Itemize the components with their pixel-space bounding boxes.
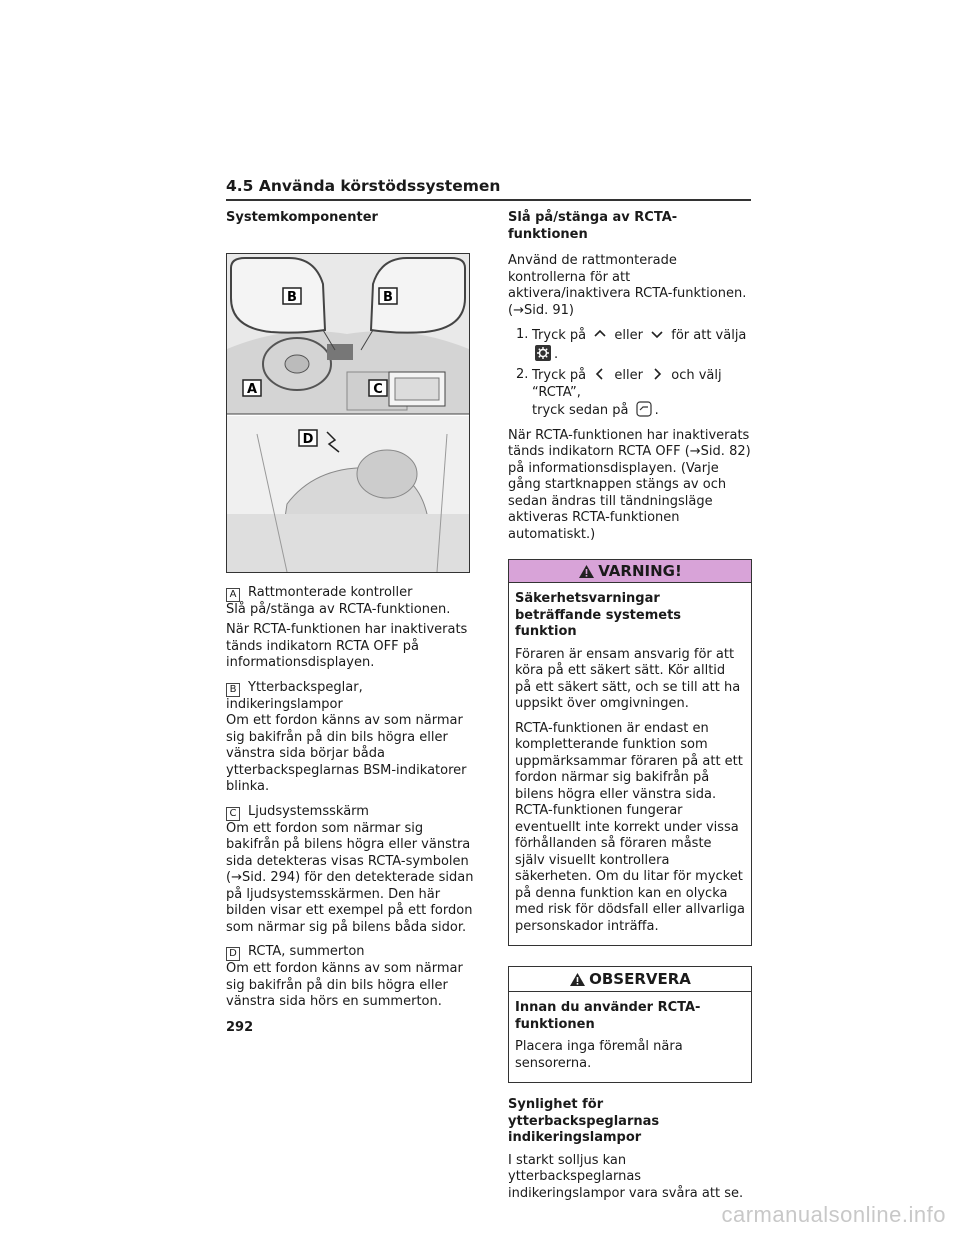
rcta-intro: Använd de rattmonterade kontrollerna för att aktivera/inaktivera RCTA-funktionen. (→Sid. 91) [508,253,747,318]
figure-label-c [369,380,387,397]
tag-c: C [226,807,240,821]
step-1-text-c: för att välja [671,328,747,343]
page-number: 292 [226,1020,254,1035]
notice-p1: Placera inga föremål nära sensorerna. [515,1039,683,1071]
step-2-num: 2. [516,367,529,382]
item-a-line: Slå på/stänga av RCTA-funktionen. [226,601,451,617]
notice-label: OBSERVERA [589,969,691,988]
figure-label-b-right [379,288,397,305]
svg-text:B: B [287,289,297,305]
step-1-num: 1. [516,327,529,342]
section-header-title: 4.5 Använda körstödssystemen [226,177,501,195]
figure-label-a [243,380,261,397]
left-column [226,210,476,1019]
svg-text:C: C [373,381,383,397]
step-2-text-c: och välj “RCTA”, [532,368,722,400]
settings-gear-icon [535,345,551,361]
warning-triangle-icon [578,564,595,579]
figure-label-d [299,430,317,447]
component-item-a [226,585,476,672]
visibility-heading: Synlighet för ytterbackspeglarnas indikeringslampor [508,1097,660,1145]
step-1-text-b: eller [614,328,643,343]
left-chevron-icon [593,367,607,381]
step-1-text-a: Tryck på [532,328,587,343]
right-chevron-icon [650,367,664,381]
figure-illustration [227,254,469,572]
visibility-text: I starkt solljus kan ytterbackspeglarnas indikeringslampor vara svåra att se. [508,1152,744,1201]
item-d-para: Om ett fordon känns av som närmar sig bakifrån på din bils högra eller vänstra sida hörs en summerton. [226,961,463,1009]
up-chevron-icon [593,327,607,341]
svg-text:B: B [383,289,393,305]
notice-box [508,966,752,1083]
step-1-end: . [554,346,559,362]
item-c-title: Ljudsystemsskärm [248,803,369,819]
step-1 [508,327,752,363]
right-column [508,210,752,1210]
watermark: carmanualsonline.info [721,1202,946,1227]
notice-bar [509,967,751,992]
steps-list [508,327,752,420]
step-2-text-d: tryck sedan på [532,403,629,418]
svg-text:A: A [246,381,258,397]
component-item-d [226,944,476,1011]
notice-heading: Innan du använder RCTA-funktionen [515,1000,701,1032]
down-chevron-icon [650,327,664,341]
notice-body [509,992,751,1082]
item-c-para: Om ett fordon som närmar sig bakifrån på bilens högra eller vänstra sida detekteras visas RCTA-symbolen (→Sid. 294) för den detekterade sidan på ljudsystemsskärmen. Den här bilden visar ett exempel på ett fordon som närmar sig på bilens båda sidor. [226,820,474,935]
notice-triangle-icon [569,972,586,987]
warning-heading: Säkerhetsvarningar beträffande systemets funktion [515,591,682,639]
header-rule [226,199,751,201]
warning-body [509,583,751,945]
confirm-button-icon [636,401,652,417]
warning-p1: Föraren är ensam ansvarig för att köra på ett säkert sätt. Kör alltid på ett säkert sätt, och se till att ha uppsikt över omgivningen. [515,646,741,711]
item-a-para: När RCTA-funktionen har inaktiverats tänds indikatorn RCTA OFF på informationsdisplayen. [226,622,468,670]
warning-label: VARNING! [598,561,682,580]
tag-a: A [226,588,240,602]
svg-text:D: D [302,431,314,447]
item-a-title: Rattmonterade kontroller [248,584,413,600]
component-item-b [226,680,476,796]
warning-box [508,559,752,946]
system-components-figure [226,253,470,573]
step-2-text-a: Tryck på [532,368,587,383]
item-d-title: RCTA, summerton [248,944,365,959]
tag-b: B [226,683,240,697]
step-2-end: . [654,403,659,418]
item-b-title: Ytterbackspeglar, indikeringslampor [226,679,363,712]
warning-p2: RCTA-funktionen är endast en kompletterande funktion som uppmärksammar föraren på att ett fordon närmar sig bakifrån på bilens högra eller vänstra sida. RCTA-funktionen fungerar eventuellt inte korrekt under vissa förhållanden så föraren måste själv visuellt kontrollera säkerheten. Om du litar för mycket på denna funktion kan en olycka med risk för dödsfall eller allvarliga personskador inträffa. [515,720,745,934]
item-b-para: Om ett fordon känns av som närmar sig bakifrån på din bils högra eller vänstra sida börjar båda ytterbackspeglarnas BSM-indikatorer blinka. [226,713,467,794]
component-item-c [226,804,476,937]
step-2-text-b: eller [614,368,643,383]
step-2 [508,367,752,420]
rcta-toggle-heading: Slå på/stänga av RCTA-funktionen [508,210,678,242]
rcta-after-text: När RCTA-funktionen har inaktiverats tänds indikatorn RCTA OFF (→Sid. 82) på informationsdisplayen. (Varje gång startknappen stängs av och sedan ändras till tändningsläge aktiveras RCTA-funktionen automatiskt.) [508,427,751,542]
system-components-heading: Systemkomponenter [226,210,378,225]
figure-label-b-left [283,288,301,305]
warning-bar [509,560,751,583]
tag-d: D [226,947,240,961]
